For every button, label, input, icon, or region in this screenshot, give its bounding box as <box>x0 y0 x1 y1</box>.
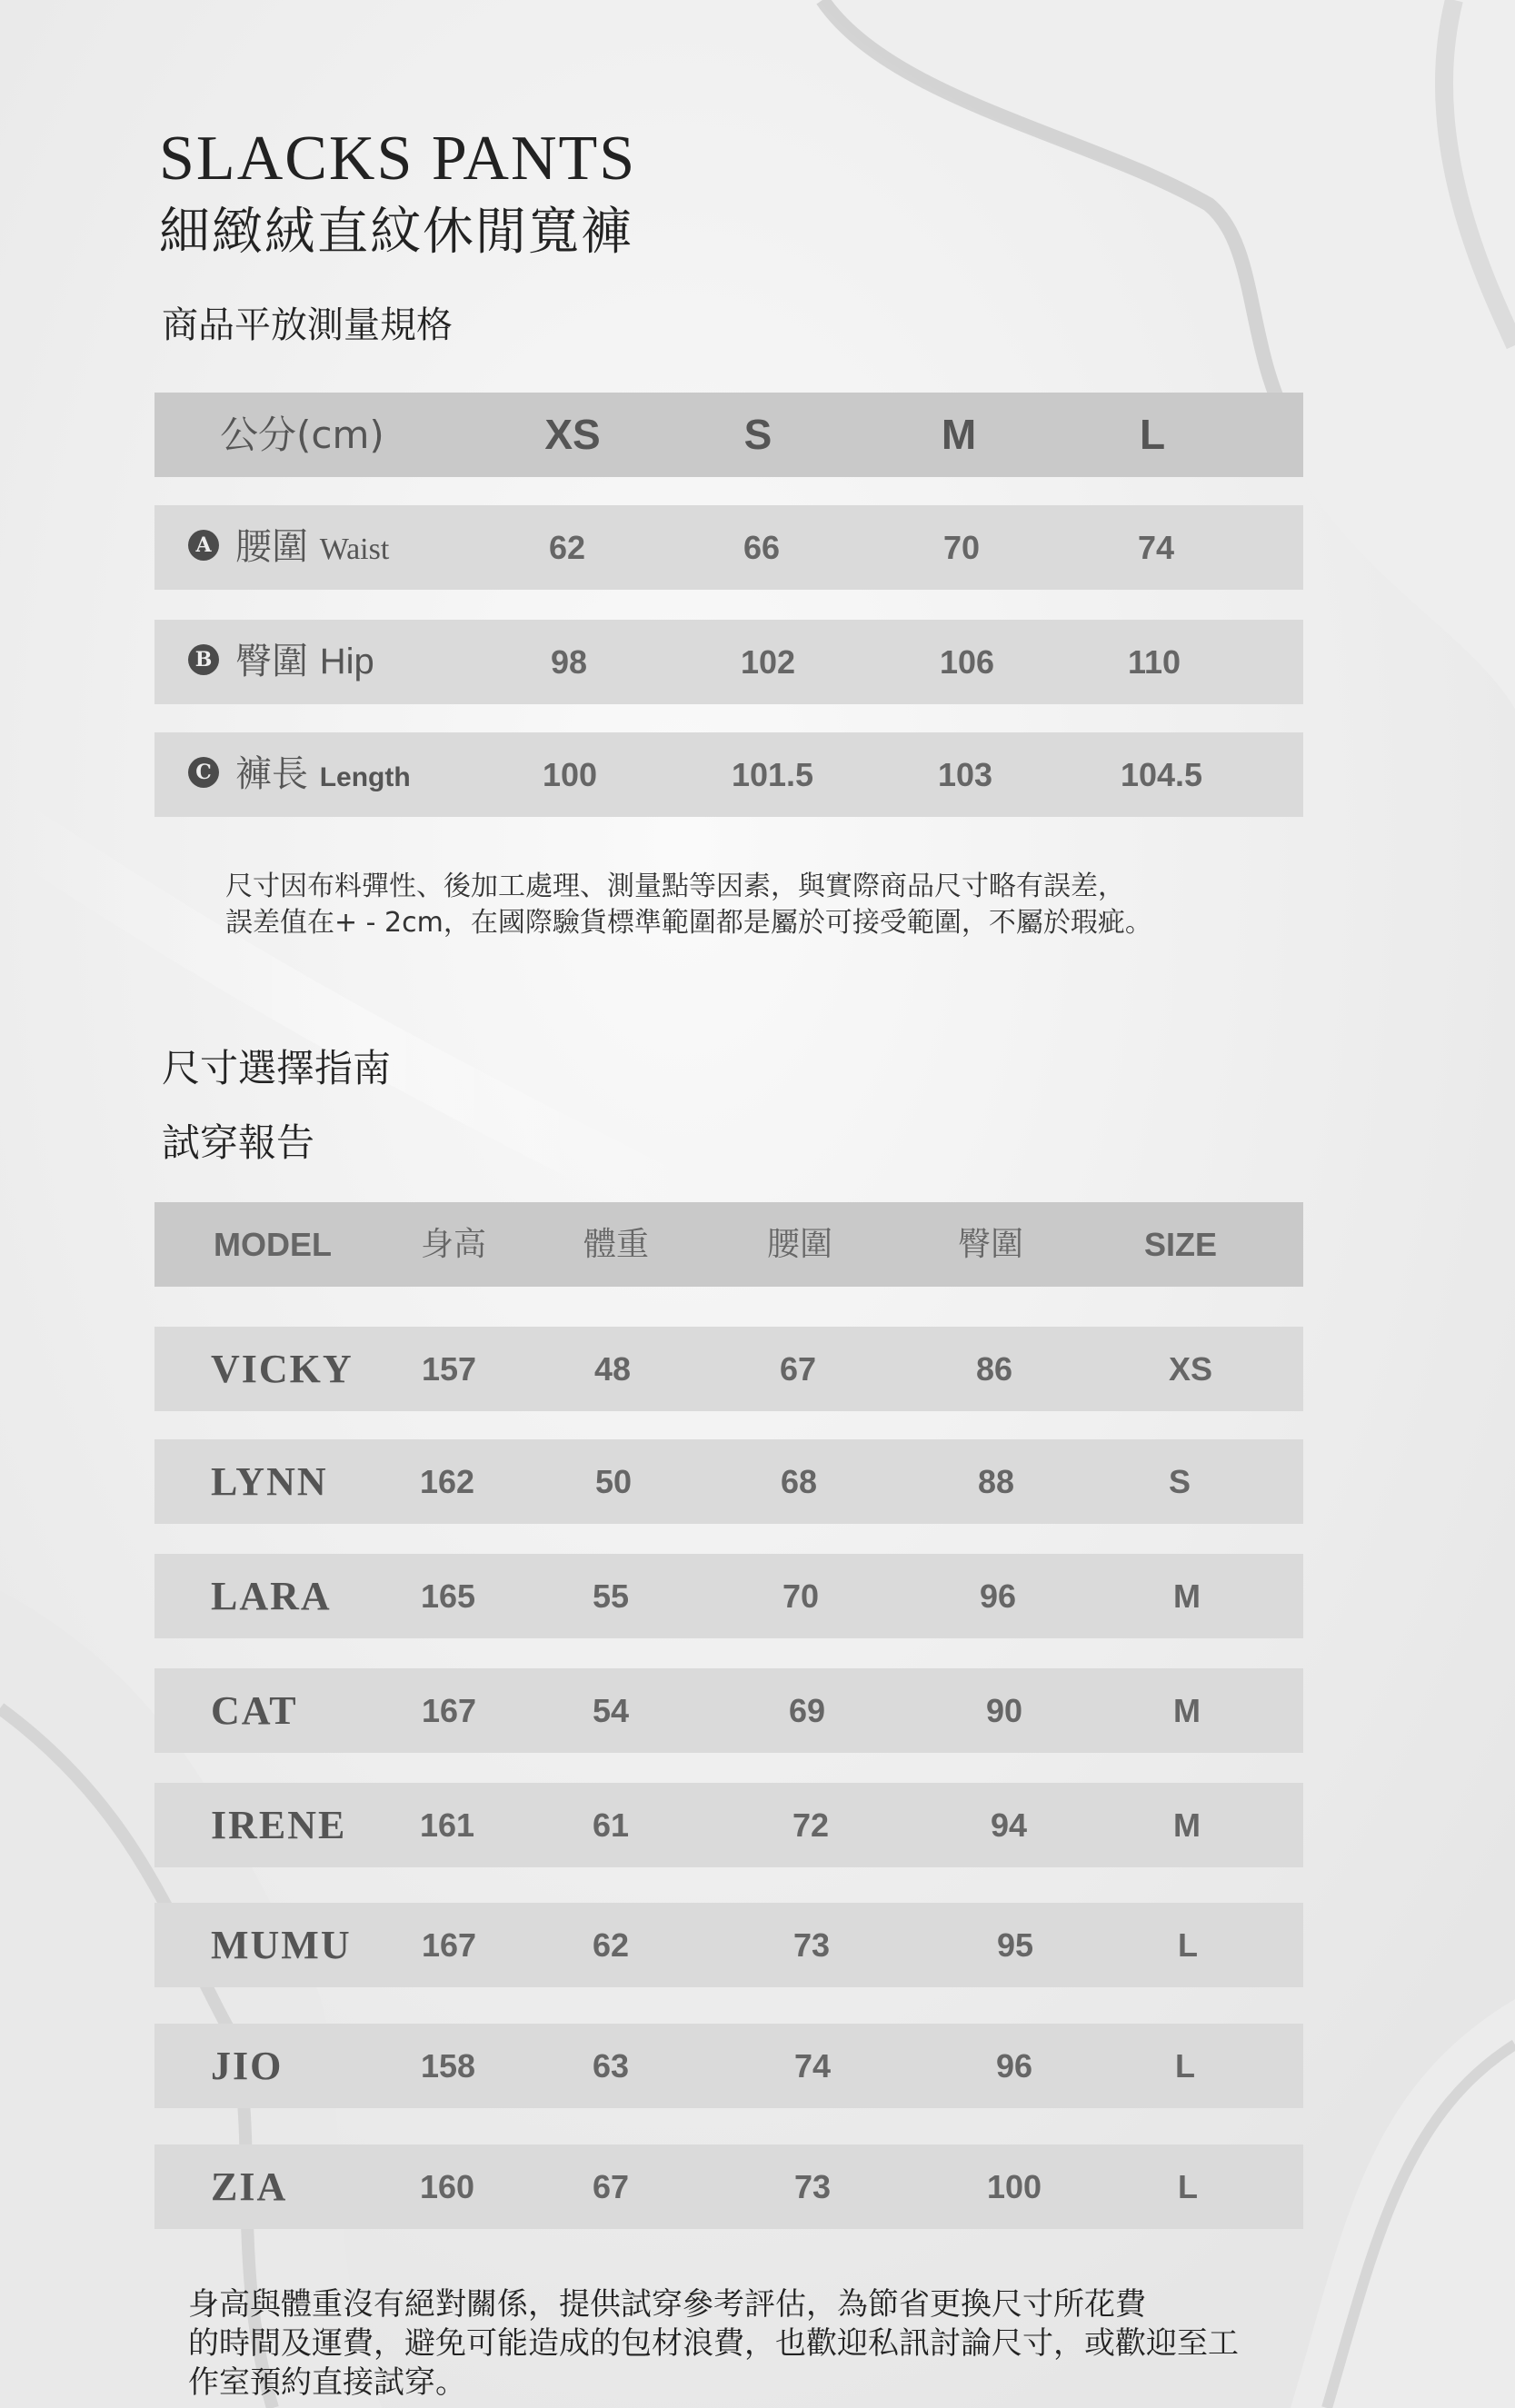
model-waist: 74 <box>793 2047 832 2085</box>
bottom-note <box>188 2285 1239 2403</box>
model-size: M <box>1173 1806 1201 1844</box>
model-size: L <box>1175 2047 1195 2085</box>
waist-xs: 62 <box>548 529 586 566</box>
length-xs: 100 <box>542 756 598 793</box>
unit-label: 公分(cm) <box>220 413 384 457</box>
model-name: VICKY <box>211 1347 354 1391</box>
waist-label-zh: 腰圍 <box>235 526 308 568</box>
model-name: IRENE <box>211 1803 347 1847</box>
length-s: 101.5 <box>731 756 814 793</box>
hip-l: 110 <box>1127 643 1181 681</box>
model-hip: 86 <box>975 1350 1013 1388</box>
hip-label-zh: 臀圍 <box>235 641 308 682</box>
model-hip: 88 <box>977 1463 1015 1500</box>
model-weight: 67 <box>592 2168 630 2205</box>
model-weight: 50 <box>594 1463 633 1500</box>
bottom-note-line-1: 身高與體重沒有絕對關係，提供試穿參考評估，為節省更換尺寸所花費 <box>188 2286 1146 2323</box>
bottom-note-line-2: 的時間及運費，避免可能造成的包材浪費，也歡迎私訊討論尺寸，或歡迎至工 <box>188 2325 1239 2362</box>
size-row-length <box>154 732 1303 817</box>
model-name: CAT <box>211 1688 298 1733</box>
model-row <box>154 1554 1303 1638</box>
model-waist: 68 <box>780 1463 818 1500</box>
size-header-xs: XS <box>544 411 601 458</box>
model-hip: 90 <box>985 1692 1023 1729</box>
product-title-en: SLACKS PANTS <box>159 124 637 194</box>
waist-m: 70 <box>942 529 981 566</box>
model-hip: 100 <box>986 2168 1042 2205</box>
model-height: 165 <box>420 1577 476 1615</box>
header-height: 身高 <box>420 1226 487 1263</box>
model-weight: 61 <box>592 1806 630 1844</box>
model-hip: 96 <box>995 2047 1033 2085</box>
size-header-m: M <box>941 411 977 458</box>
hip-label <box>188 620 374 704</box>
model-hip: 96 <box>979 1577 1017 1615</box>
model-row <box>154 1668 1303 1753</box>
model-size: XS <box>1168 1350 1213 1388</box>
size-note-line-1: 尺寸因布料彈性、後加工處理、測量點等因素，與實際商品尺寸略有誤差， <box>225 871 1125 902</box>
waist-label <box>188 505 389 590</box>
badge-a-icon: A <box>188 530 219 561</box>
hip-m: 106 <box>939 643 995 681</box>
model-name: JIO <box>211 2044 284 2088</box>
waist-label-en: Waist <box>319 532 390 566</box>
model-weight: 54 <box>592 1692 630 1729</box>
model-size: L <box>1178 2168 1198 2205</box>
model-hip: 94 <box>990 1806 1028 1844</box>
hip-xs: 98 <box>550 643 588 681</box>
length-label <box>188 732 411 817</box>
size-header-l: L <box>1139 411 1166 458</box>
guide-title: 尺寸選擇指南 <box>162 1046 392 1090</box>
model-name: LYNN <box>211 1459 328 1504</box>
model-height: 158 <box>420 2047 476 2085</box>
header-waist: 腰圍 <box>766 1226 833 1263</box>
product-title-zh: 細緻絨直紋休閒寬褲 <box>159 203 633 262</box>
size-table-header <box>154 393 1303 477</box>
hip-s: 102 <box>740 643 796 681</box>
model-weight: 55 <box>592 1577 630 1615</box>
header-size: SIZE <box>1143 1226 1218 1263</box>
length-label-en: Length <box>319 762 411 792</box>
model-row <box>154 1327 1303 1411</box>
waist-s: 66 <box>743 529 781 566</box>
badge-c-icon: C <box>188 757 219 788</box>
model-waist: 67 <box>779 1350 817 1388</box>
model-row <box>154 1903 1303 1987</box>
measure-title: 商品平放測量規格 <box>162 304 453 346</box>
model-row <box>154 2144 1303 2229</box>
model-table-header <box>154 1202 1303 1287</box>
model-weight: 63 <box>592 2047 630 2085</box>
model-height: 167 <box>421 1926 477 1964</box>
model-weight: 62 <box>592 1926 630 1964</box>
size-row-hip <box>154 620 1303 704</box>
model-size: M <box>1173 1692 1201 1729</box>
model-row <box>154 1783 1303 1867</box>
waist-l: 74 <box>1137 529 1175 566</box>
header-weight: 體重 <box>583 1226 650 1263</box>
size-row-waist <box>154 505 1303 590</box>
model-waist: 69 <box>788 1692 826 1729</box>
model-size: L <box>1178 1926 1198 1964</box>
model-waist: 73 <box>792 1926 831 1964</box>
model-hip: 95 <box>996 1926 1034 1964</box>
model-name: ZIA <box>211 2164 288 2209</box>
model-height: 160 <box>419 2168 475 2205</box>
model-waist: 70 <box>782 1577 820 1615</box>
size-header-s: S <box>743 411 772 458</box>
report-title: 試穿報告 <box>162 1120 315 1165</box>
size-note-line-2: 誤差值在+ - 2cm，在國際驗貨標準範圍都是屬於可接受範圍，不屬於瑕疵。 <box>225 907 1152 939</box>
header-hip: 臀圍 <box>957 1226 1024 1263</box>
model-height: 162 <box>419 1463 475 1500</box>
model-row <box>154 1439 1303 1524</box>
bottom-note-line-3: 作室預約直接試穿。 <box>188 2364 466 2401</box>
model-size: M <box>1173 1577 1201 1615</box>
model-waist: 73 <box>793 2168 832 2205</box>
length-label-zh: 褲長 <box>235 753 308 795</box>
length-m: 103 <box>937 756 993 793</box>
model-name: LARA <box>211 1574 332 1618</box>
model-weight: 48 <box>593 1350 632 1388</box>
hip-label-en: Hip <box>319 642 374 682</box>
model-height: 167 <box>421 1692 477 1729</box>
model-height: 161 <box>419 1806 475 1844</box>
model-name: MUMU <box>211 1923 352 1967</box>
length-l: 104.5 <box>1120 756 1203 793</box>
model-size: S <box>1168 1463 1191 1500</box>
model-waist: 72 <box>792 1806 830 1844</box>
model-height: 157 <box>421 1350 477 1388</box>
header-model: MODEL <box>214 1226 332 1263</box>
model-row <box>154 2024 1303 2108</box>
badge-b-icon: B <box>188 644 219 675</box>
